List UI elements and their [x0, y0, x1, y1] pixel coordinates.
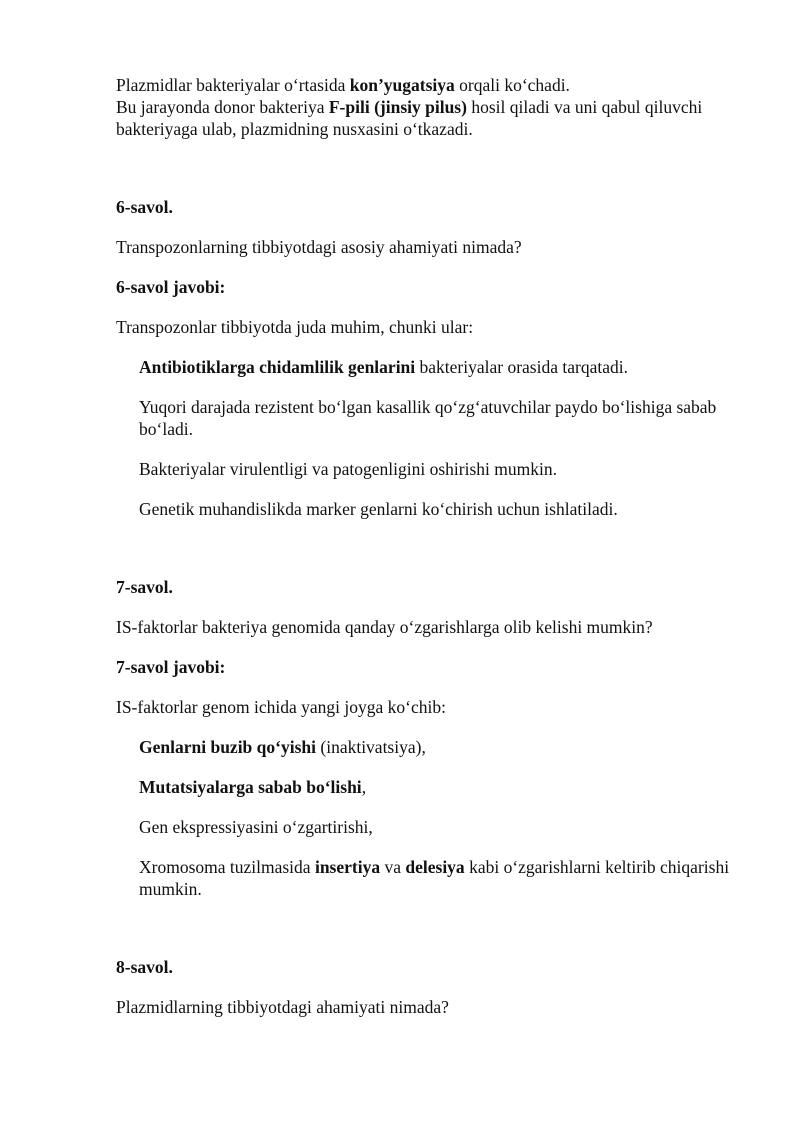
text-run: kabi oʻzgarishlarni keltirib chiqarishi mumkin.: [139, 857, 730, 899]
answer-7-heading: 7-savol javobi:: [116, 657, 226, 677]
answer-7-item-4: [139, 856, 736, 900]
text-run: Bu jarayonda donor bakteriya: [116, 97, 329, 117]
answer-7-item-3: Gen ekspressiyasini oʻzgartirishi,: [139, 817, 373, 837]
question-8-text: Plazmidlarning tibbiyotdagi ahamiyati nimada?: [116, 997, 449, 1017]
spacer: [116, 140, 736, 196]
text-run: orqali koʻchadi.: [454, 75, 570, 95]
bold-term: insertiya: [314, 857, 381, 877]
bold-term: Antibiotiklarga chidamlilik genlarini: [139, 357, 416, 377]
bold-term: kon’yugatsiya: [349, 75, 455, 95]
answer-7-item-2: [139, 776, 736, 798]
answer-6-item-2: Yuqori darajada rezistent boʻlgan kasallik qoʻzgʻatuvchilar paydo boʻlishiga sabab boʻladi.: [139, 397, 717, 439]
document-page: [116, 74, 736, 1036]
text-run: Xromosoma tuzilmasida: [139, 857, 315, 877]
intro-line-1: [116, 74, 736, 96]
answer-6-item-3: Bakteriyalar virulentligi va patogenligini oshirishi mumkin.: [139, 459, 557, 479]
answer-7-item-1: [139, 736, 736, 758]
intro-line-2: [116, 96, 736, 140]
text-run: bakteriyalar orasida tarqatadi.: [415, 357, 628, 377]
question-6-heading: 6-savol.: [116, 197, 173, 217]
question-8-heading: 8-savol.: [116, 957, 173, 977]
bold-term: F-pili (jinsiy pilus): [328, 97, 467, 117]
text-run: (inaktivatsiya),: [316, 737, 426, 757]
answer-7-intro: IS-faktorlar genom ichida yangi joyga koʻchib:: [116, 697, 446, 717]
question-6-text: Transpozonlarning tibbiyotdagi asosiy ahamiyati nimada?: [116, 237, 522, 257]
bold-term: Genlarni buzib qoʻyishi: [139, 737, 316, 757]
text-run: va: [380, 857, 406, 877]
text-run: ,: [361, 777, 367, 797]
bold-term: Mutatsiyalarga sabab boʻlishi: [139, 777, 362, 797]
question-7-heading: 7-savol.: [116, 577, 173, 597]
bold-term: delesiya: [405, 857, 465, 877]
question-7-text: IS-faktorlar bakteriya genomida qanday oʻzgarishlarga olib kelishi mumkin?: [116, 617, 653, 637]
answer-6-item-4: Genetik muhandislikda marker genlarni koʻchirish uchun ishlatiladi.: [139, 499, 618, 519]
answer-6-item-1: [139, 356, 736, 378]
text-run: Plazmidlar bakteriyalar oʻrtasida: [116, 75, 350, 95]
answer-6-intro: Transpozonlar tibbiyotda juda muhim, chunki ular:: [116, 317, 474, 337]
spacer: [116, 918, 736, 956]
spacer: [116, 538, 736, 576]
text-run: hosil qiladi va uni qabul qiluvchi bakteriyaga ulab, plazmidning nusxasini oʻtkazadi.: [116, 97, 703, 139]
answer-6-heading: 6-savol javobi:: [116, 277, 226, 297]
